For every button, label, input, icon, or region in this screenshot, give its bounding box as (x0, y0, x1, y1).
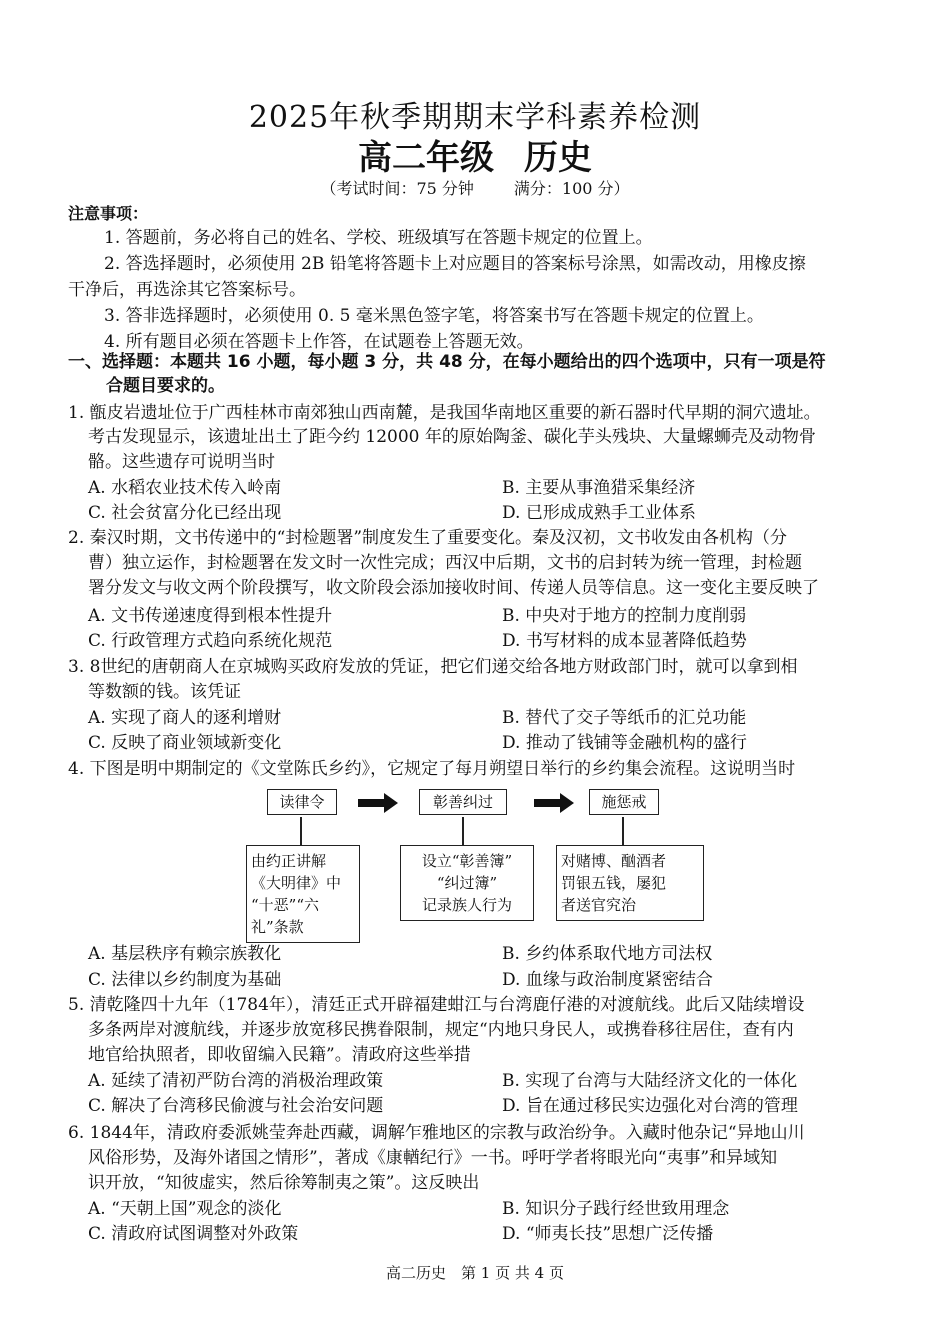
subject-label: 历史 (524, 138, 592, 178)
q3-line-1: 3. 8世纪的唐朝商人在京城购买政府发放的凭证，把它们递交给各地方财政部门时，就可以拿到相 (68, 657, 798, 677)
q2-option-c[interactable]: C. 行政管理方式趋向系统化规范 (88, 631, 333, 651)
flow-connector-1 (300, 817, 302, 845)
q6-line-3: 识开放，“知彼虚实，然后徐筹制夷之策”。这反映出 (88, 1173, 480, 1193)
q6-option-d[interactable]: D. “师夷长技”思想广泛传播 (502, 1224, 714, 1244)
notice-item-2: 2. 答选择题时，必须使用 2B 铅笔将答题卡上对应题目的答案标号涂黑，如需改动，用橡皮擦 (104, 254, 806, 274)
score-info: 满分：100 分） (513, 179, 630, 198)
q6-line-2: 风俗形势，及海外诸国之情形”，著成《康輶纪行》一书。呼吁学者将眼光向“夷事”和异域知 (88, 1148, 778, 1168)
q6-line-1: 6. 1844年，清政府委派姚莹奔赴西藏，调解乍雅地区的宗教与政治纷争。入藏时他杂记“异地山川 (68, 1123, 805, 1143)
exam-info (0, 176, 950, 199)
flow-step-2-body (400, 845, 534, 921)
q2-option-b[interactable]: B. 中央对于地方的控制力度削弱 (502, 606, 747, 626)
exam-title: 2025年秋季期期末学科素养检测 (248, 100, 702, 135)
q2-line-2: 曹）独立运作，封检题署在发文时一次性完成；西汉中后期，文书的启封转为统一管理，封检题 (88, 553, 802, 573)
q3-option-b[interactable]: B. 替代了交子等纸币的汇兑功能 (502, 708, 747, 728)
q3-line-2: 等数额的钱。该凭证 (88, 682, 241, 702)
subject-title (0, 130, 950, 179)
flow-step-1-text: “十恶”“六 (251, 896, 320, 914)
flow-step-3-text: 罚银五钱，屡犯 (561, 874, 667, 892)
flow-step-3-head: 施惩戒 (589, 789, 659, 815)
q4-option-d[interactable]: D. 血缘与政治制度紧密结合 (502, 970, 713, 990)
flow-step-2-text: 设立“彰善簿” (421, 852, 513, 870)
q3-option-d[interactable]: D. 推动了钱铺等金融机构的盛行 (502, 733, 747, 753)
q1-line-1: 1. 甑皮岩遗址位于广西桂林市南郊独山西南麓，是我国华南地区重要的新石器时代早期的洞穴遗址。 (68, 403, 821, 423)
q1-option-a[interactable]: A. 水稻农业技术传入岭南 (88, 478, 282, 498)
flow-step-1-head: 读律令 (267, 789, 337, 815)
flow-step-1-text: 由约正讲解 (251, 852, 327, 870)
flow-step-2-text: 记录族人行为 (421, 896, 512, 914)
q1-option-b[interactable]: B. 主要从事渔猎采集经济 (502, 478, 696, 498)
flow-step-2-text: “纠过簿” (436, 874, 498, 892)
arrow-right-icon (534, 792, 576, 814)
notice-item-2-cont: 干净后，再选涂其它答案标号。 (68, 280, 306, 300)
arrow-right-icon (358, 792, 400, 814)
q1-line-2: 考古发现显示，该遗址出土了距今约 12000 年的原始陶釜、碳化芋头残块、大量螺蛳壳及动物骨 (88, 427, 816, 447)
q1-option-c[interactable]: C. 社会贫富分化已经出现 (88, 503, 282, 523)
q3-option-c[interactable]: C. 反映了商业领域新变化 (88, 733, 282, 753)
q5-line-3: 地官给执照者，即收留编入民籍”。清政府这些举措 (88, 1045, 471, 1065)
q4-option-c[interactable]: C. 法律以乡约制度为基础 (88, 970, 282, 990)
section-heading-cont: 合题目要求的。 (106, 376, 225, 396)
q1-option-d[interactable]: D. 已形成成熟手工业体系 (502, 503, 696, 523)
flow-step-3-body (556, 845, 704, 921)
q2-option-a[interactable]: A. 文书传递速度得到根本性提升 (88, 606, 333, 626)
flow-step-1-body (246, 845, 360, 943)
q6-option-b[interactable]: B. 知识分子践行经世致用理念 (502, 1199, 730, 1219)
q5-option-d[interactable]: D. 旨在通过移民实边强化对台湾的管理 (502, 1096, 798, 1116)
flow-connector-3 (622, 817, 624, 845)
section-heading: 一、选择题：本题共 16 小题，每小题 3 分，共 48 分，在每小题给出的四个选项中，只有一项是符 (68, 352, 826, 372)
q6-option-c[interactable]: C. 清政府试图调整对外政策 (88, 1224, 299, 1244)
q4-option-b[interactable]: B. 乡约体系取代地方司法权 (502, 944, 713, 964)
flow-step-3-text: 对赌博、酗酒者 (561, 852, 667, 870)
page-footer: 高二历史 第 1 页 共 4 页 (386, 1264, 564, 1282)
q4-option-a[interactable]: A. 基层秩序有赖宗族教化 (88, 944, 282, 964)
q2-line-3: 署分发文与收文两个阶段撰写，收文阶段会添加接收时间、传递人员等信息。这一变化主要反映了 (88, 578, 819, 598)
q5-line-2: 多条两岸对渡航线，并逐步放宽移民携眷限制，规定“内地只身民人，或携眷移往居住，查有内 (88, 1020, 794, 1040)
q4-line-1: 4. 下图是明中期制定的《文堂陈氏乡约》，它规定了每月朔望日举行的乡约集会流程。这说明当时 (68, 759, 796, 779)
q5-line-1: 5. 清乾隆四十九年（1784年），清廷正式开辟福建蚶江与台湾鹿仔港的对渡航线。此后又陆续增设 (68, 995, 805, 1015)
time-info: （考试时间：75 分钟 (320, 179, 474, 198)
q3-option-a[interactable]: A. 实现了商人的逐利增财 (88, 708, 282, 728)
q2-option-d[interactable]: D. 书写材料的成本显著降低趋势 (502, 631, 747, 651)
flow-step-3-text: 者送官究治 (561, 896, 637, 914)
q5-option-c[interactable]: C. 解决了台湾移民偷渡与社会治安问题 (88, 1096, 384, 1116)
flow-step-1-text: 礼”条款 (251, 918, 304, 936)
notice-item-4: 4. 所有题目必须在答题卡上作答，在试题卷上答题无效。 (104, 332, 534, 352)
notice-item-3: 3. 答非选择题时，必须使用 0. 5 毫米黑色签字笔，将答案书写在答题卡规定的位置上。 (104, 306, 764, 326)
q1-line-3: 骼。这些遗存可说明当时 (88, 452, 275, 472)
q5-option-b[interactable]: B. 实现了台湾与大陆经济文化的一体化 (502, 1071, 798, 1091)
q6-option-a[interactable]: A. “天朝上国”观念的淡化 (88, 1199, 282, 1219)
flow-step-1-text: 《大明律》中 (251, 874, 342, 892)
flow-connector-2 (462, 817, 464, 845)
notice-item-1: 1. 答题前，务必将自己的姓名、学校、班级填写在答题卡规定的位置上。 (104, 228, 653, 248)
q2-line-1: 2. 秦汉时期，文书传递中的“封检题署”制度发生了重要变化。秦及汉初，文书收发由各机构（分 (68, 528, 788, 548)
grade-label: 高二年级 (358, 138, 494, 178)
q5-option-a[interactable]: A. 延续了清初严防台湾的消极治理政策 (88, 1071, 384, 1091)
flow-step-2-head: 彰善纠过 (419, 789, 507, 815)
notice-heading: 注意事项： (68, 204, 149, 223)
